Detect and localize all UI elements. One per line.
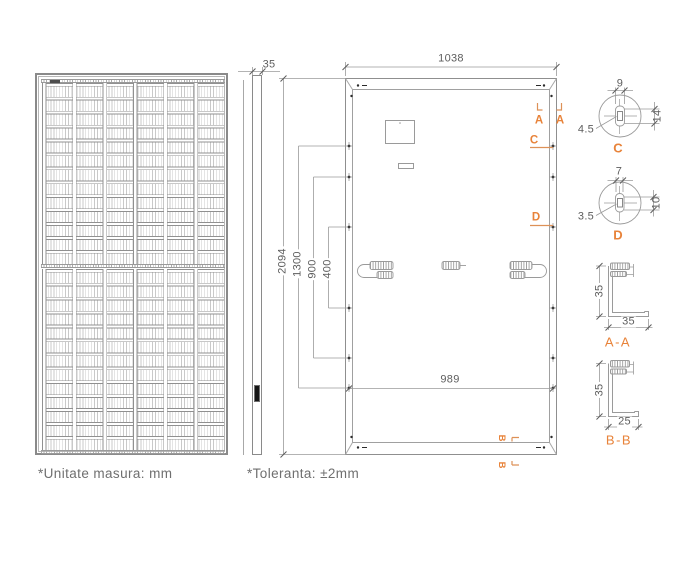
cable-connectors xyxy=(358,262,547,279)
cut-label-b-top: B xyxy=(495,434,507,442)
section-aa-label: A-A xyxy=(604,334,632,350)
dim-holes-400: 400 xyxy=(321,259,334,279)
section-aa-depth: 35 xyxy=(622,315,635,328)
section-bb-depth: 25 xyxy=(618,415,631,428)
cut-label-a-left: A xyxy=(534,114,544,127)
detail-ref-d: D xyxy=(531,211,541,224)
section-bb-label: B-B xyxy=(605,432,633,448)
detail-c-width: 9 xyxy=(616,77,624,90)
units-note: *Unitate masura: mm xyxy=(38,466,173,481)
tolerance-note: *Toleranta: ±2mm xyxy=(247,466,360,481)
section-bb-height: 35 xyxy=(593,383,605,397)
detail-d-label: D xyxy=(613,227,623,243)
dim-back-width: 1038 xyxy=(438,52,464,65)
dim-holes-1300: 1300 xyxy=(291,251,304,277)
section-aa-height: 35 xyxy=(593,284,605,298)
detail-ref-c: C xyxy=(529,134,539,147)
cut-label-a-right: A xyxy=(555,114,565,127)
detail-c-height: 14 xyxy=(651,109,663,123)
detail-c-label: C xyxy=(613,140,623,156)
detail-d-offset: 3.5 xyxy=(577,210,595,223)
junction-box xyxy=(386,121,415,169)
dim-holes-900: 900 xyxy=(306,259,319,279)
detail-d-height: 10 xyxy=(650,196,662,210)
dim-side-thickness: 35 xyxy=(262,58,276,71)
dim-back-height: 2094 xyxy=(276,248,289,274)
detail-c-offset: 4.5 xyxy=(577,123,595,136)
cut-label-b-bottom: B xyxy=(495,461,507,469)
dim-holes-width: 989 xyxy=(440,373,460,386)
detail-c-drawing xyxy=(596,88,660,138)
section-cut-marks xyxy=(512,103,565,465)
detail-d-width: 7 xyxy=(615,165,623,178)
